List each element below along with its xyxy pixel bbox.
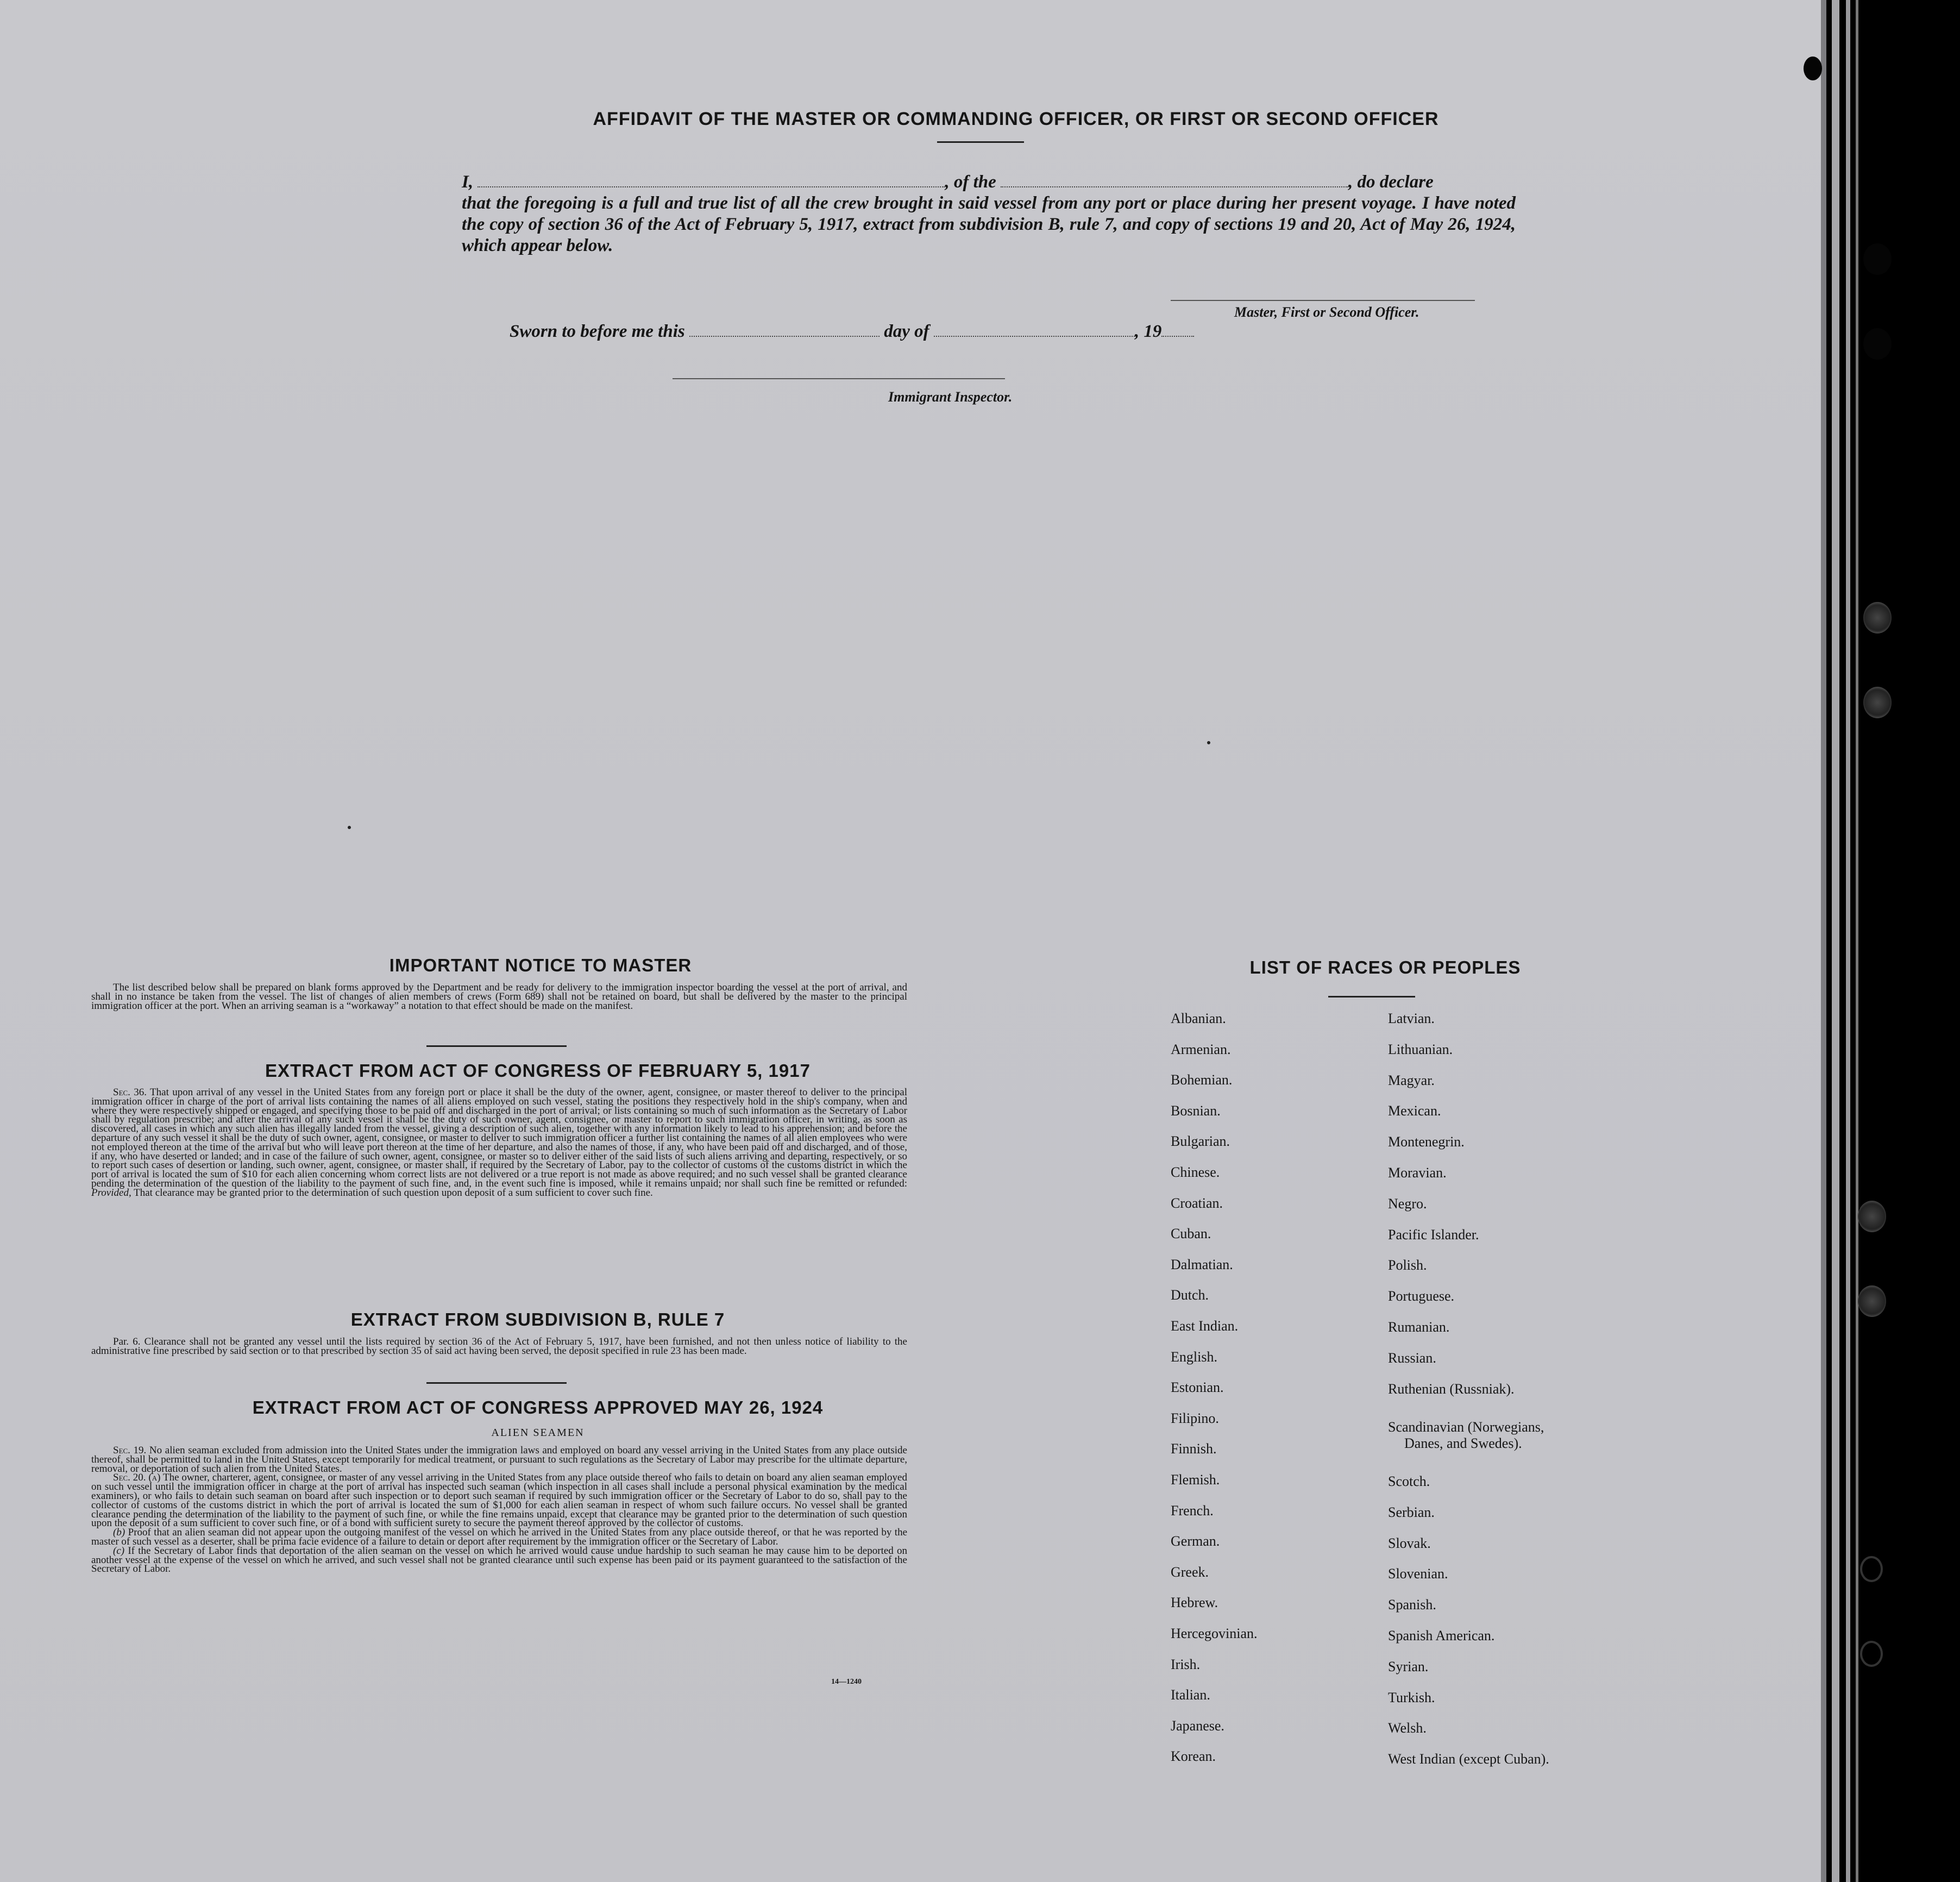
page-edge xyxy=(1846,0,1850,1882)
race-item: Filipino. xyxy=(1171,1410,1219,1426)
race-item: Serbian. xyxy=(1388,1504,1435,1520)
section-20a-body: The owner, charterer, agent, consignee, or master of any vessel arriving in the United States from any place outside thereof who fails to detain on board any alien seaman employed on such vessel until the immigration officer in charge at the port of arrival has inspected such seaman (which inspection in all cases shall include a personal physical examination by the medical examiners), or who fails to detain such seaman on board after such inspection or to deport such seaman if required by such immigration officer or the Secretary of Labor to do so, shall pay to the collector of customs of the customs district in which the port of arrival is located the sum of $1,000 for each alien seaman in respect of whom such failure occurs. No vessel shall be granted clearance pending the determination of the liability to the payment of such fine, or while the fine remains unpaid, except that clearance may be granted prior to the determination of such question upon the deposit of a sum sufficient to cover such fine, or of a bond with sufficient surety to secure the payment thereof approved by the collector of customs. xyxy=(91,1472,907,1529)
race-item: Slovak. xyxy=(1388,1535,1431,1551)
race-item: West Indian (except Cuban). xyxy=(1388,1751,1549,1767)
section-36-label: Sec. 36. xyxy=(113,1087,147,1098)
race-item: East Indian. xyxy=(1171,1318,1239,1334)
page-edge xyxy=(1856,0,1858,1882)
race-item: Hercegovinian. xyxy=(1171,1626,1258,1641)
page-edge xyxy=(1821,0,1826,1882)
section-36-proviso: That clearance may be granted prior to the determination of such question upon deposit of a sum sufficient to cover such fine. xyxy=(134,1187,653,1199)
speck xyxy=(348,826,351,829)
section-20a-text xyxy=(91,1473,907,1528)
name-blank[interactable] xyxy=(478,174,945,187)
race-item: French. xyxy=(1171,1502,1214,1519)
affidavit-statement: that the foregoing is a full and true list of all the crew brought in said vessel from any port or place during her present voyage. I have noted the copy of section 36 of the Act of February 5, 1917, extract from subdivision B, rule 7, and copy of sections 19 and 20, Act of May 26, 1924, which appear below. xyxy=(462,193,1516,255)
race-item: Korean. xyxy=(1171,1748,1216,1765)
race-item: Albanian. xyxy=(1171,1011,1226,1026)
race-item: Chinese. xyxy=(1171,1164,1220,1180)
race-item: Estonian. xyxy=(1171,1379,1224,1396)
race-item: Polish. xyxy=(1388,1257,1427,1274)
year-prefix: , 19 xyxy=(1134,322,1162,341)
sworn-line xyxy=(510,322,1194,342)
race-item: Danes, and Swedes). xyxy=(1404,1435,1522,1451)
race-item: Cuban. xyxy=(1171,1226,1211,1242)
notice-text: The list described below shall be prepared on blank forms approved by the Department and be ready for delivery to the immigration inspector boarding the vessel at the port of arrival, and shall in no instance be taken from the vessel. The list of changes of alien members of crews (Form 689) shall not be retained on board, but shall be delivered by the master to the principal immigration officer at the port. When an arriving seaman is a “workaway” a notation to that effect should be made on the manifest. xyxy=(91,982,907,1012)
sworn-month-blank[interactable] xyxy=(934,324,1135,337)
race-item: Slovenian. xyxy=(1388,1566,1448,1582)
alien-seamen-subtitle: ALIEN SEAMEN xyxy=(491,1427,585,1439)
race-item: Ruthenian (Russniak). xyxy=(1388,1381,1515,1397)
race-item: Pacific Islander. xyxy=(1388,1226,1479,1243)
race-item: Hebrew. xyxy=(1171,1595,1218,1611)
form-number: 14—1240 xyxy=(831,1678,862,1686)
race-item: German. xyxy=(1171,1533,1220,1549)
race-item: Mexican. xyxy=(1388,1103,1441,1119)
race-item: Rumanian. xyxy=(1388,1319,1450,1335)
race-item: Magyar. xyxy=(1388,1072,1435,1088)
race-item: Turkish. xyxy=(1388,1689,1435,1705)
race-item: Flemish. xyxy=(1171,1472,1220,1488)
extract-1917-body xyxy=(91,1088,907,1198)
punch-hole xyxy=(1858,1201,1886,1232)
sworn-day-blank[interactable] xyxy=(689,324,880,337)
race-item: Bosnian. xyxy=(1171,1102,1221,1119)
provided-word: Provided, xyxy=(91,1187,131,1199)
race-item: Armenian. xyxy=(1171,1041,1231,1057)
race-item: Irish. xyxy=(1171,1656,1201,1672)
section-20c-body: If the Secretary of Labor finds that deportation of the alien seaman on the vessel on which he arrived would cause undue hardship to such seaman he may cause him to be deported on another vessel at the expense of the vessel on which he arrived, and such vessel shall not be granted clearance until such expense has been paid or its payment guaranteed to the satisfaction of the Secretary of Labor. xyxy=(91,1545,908,1575)
extract-1917-title: EXTRACT FROM ACT OF CONGRESS OF FEBRUARY 5, 1917 xyxy=(265,1061,811,1081)
race-item: Moravian. xyxy=(1388,1165,1447,1181)
race-item: Russian. xyxy=(1388,1350,1436,1366)
page-edge xyxy=(1832,0,1839,1882)
race-item: Montenegrin. xyxy=(1388,1134,1465,1150)
signature-caption: Master, First or Second Officer. xyxy=(1234,304,1419,320)
section-19-label: Sec. 19. xyxy=(113,1445,147,1456)
day-of-text: day of xyxy=(884,322,929,341)
extract-1924-title: EXTRACT FROM ACT OF CONGRESS APPROVED MAY 26, 1924 xyxy=(252,1397,824,1417)
extract-rule7-title: EXTRACT FROM SUBDIVISION B, RULE 7 xyxy=(350,1309,725,1329)
affidavit-body xyxy=(462,172,1516,256)
section-20c-label: (c) xyxy=(113,1545,125,1557)
race-item: Negro. xyxy=(1388,1195,1427,1212)
section-20b-body: Proof that an alien seaman did not appear upon the outgoing manifest of the vessel on which he arrived in the United States from any place outside thereof, or that he was reported by the master of such vessel as a deserter, shall be prima facie evidence of a failure to detain or deport after requirement by the immigration officer or the Secretary of Labor. xyxy=(91,1527,908,1547)
vessel-blank[interactable] xyxy=(1001,174,1348,187)
race-item: Syrian. xyxy=(1388,1658,1429,1674)
affidavit-title: AFFIDAVIT OF THE MASTER OR COMMANDING OFFICER, OR FIRST OR SECOND OFFICER xyxy=(593,109,1439,129)
sworn-text: Sworn to before me this xyxy=(510,322,685,341)
punch-hole xyxy=(1863,602,1892,633)
race-item: Scandinavian (Norwegians, xyxy=(1388,1419,1544,1435)
punch-hole xyxy=(1863,328,1892,360)
inspector-caption: Immigrant Inspector. xyxy=(888,389,1013,405)
section-20b-label: (b) xyxy=(113,1527,125,1539)
speck xyxy=(1207,741,1210,744)
race-item: Croatian. xyxy=(1171,1195,1223,1211)
notice-body xyxy=(91,983,907,1011)
section-20c-text xyxy=(91,1547,907,1574)
race-item: Dalmatian. xyxy=(1171,1256,1233,1272)
punch-hole-ring xyxy=(1860,1556,1883,1582)
race-item: Welsh. xyxy=(1388,1720,1427,1736)
race-item: Italian. xyxy=(1171,1687,1210,1703)
punch-hole xyxy=(1858,1285,1886,1317)
notice-divider xyxy=(426,1045,567,1047)
race-item: English. xyxy=(1171,1348,1217,1365)
section-36-text xyxy=(91,1088,907,1198)
races-title: LIST OF RACES OR PEOPLES xyxy=(1249,957,1521,977)
section-20b-text xyxy=(91,1528,907,1547)
race-item: Japanese. xyxy=(1171,1717,1224,1734)
title-divider xyxy=(937,141,1024,143)
extract-1924-body xyxy=(91,1446,907,1574)
section-19-text xyxy=(91,1446,907,1473)
races-divider xyxy=(1328,996,1415,998)
rule-7-text: Par. 6. Clearance shall not be granted any vessel until the lists required by section 36 of the Act of February 5, 1917, have been furnished, and not then unless notice of liability to the administrative fine prescribed by said section or to that prescribed by section 35 of said act having been served, the deposit specified in rule 23 has been made. xyxy=(91,1336,907,1357)
race-item: Finnish. xyxy=(1171,1441,1217,1457)
extract-rule7-body xyxy=(91,1338,907,1356)
affidavit-do-declare: , do declare xyxy=(1348,172,1434,192)
punch-hole xyxy=(1804,57,1822,80)
affidavit-i: I, xyxy=(462,172,474,192)
punch-hole xyxy=(1863,243,1892,275)
race-item: Portuguese. xyxy=(1388,1288,1455,1304)
race-item: Lithuanian. xyxy=(1388,1041,1453,1057)
signature-line[interactable] xyxy=(1171,300,1475,301)
section-20a-label: Sec. 20. (a) xyxy=(113,1472,161,1484)
affidavit-first-line xyxy=(462,172,1516,193)
race-item: Greek. xyxy=(1171,1564,1209,1580)
race-item: Bulgarian. xyxy=(1171,1133,1230,1150)
inspector-signature-line[interactable] xyxy=(673,378,1005,379)
punch-hole-ring xyxy=(1860,1641,1883,1667)
race-item: Bohemian. xyxy=(1171,1072,1233,1088)
notice-title: IMPORTANT NOTICE TO MASTER xyxy=(389,955,692,975)
race-item: Scotch. xyxy=(1388,1473,1430,1489)
rule7-divider xyxy=(426,1382,567,1384)
punch-hole xyxy=(1863,687,1892,718)
race-item: Dutch. xyxy=(1171,1287,1209,1303)
race-item: Spanish. xyxy=(1388,1597,1436,1613)
section-36-body: That upon arrival of any vessel in the United States from any foreign port or place it shall be the duty of the owner, agent, consignee, or master thereof to deliver to the principal immigration officer in charge of the port of arrival lists containing the names of all aliens employed on such vessel, stating the positions they respectively hold in the ship's company, when and where they were respectively shipped or engaged, and specifying those to be paid off and discharged in the port of arrival; or lists containing so much of such information as the Secretary of Labor shall by regulation prescribe; and after the arrival of any such vessel it shall be the duty of such owner, agent, consignee, or master to report to such immigration officer, in writing, as soon as discovered, all cases in which any such alien has illegally landed from the vessel, giving a description of such alien, together with any information likely to lead to his apprehension; and before the departure of any such vessel it shall be the duty of such owner, agent, consignee, or master to deliver to such immigration officer a further list containing the names of all alien employees who were not employed thereon at the time of the arrival but who will leave port thereon at the time of her departure, and also the names of those, if any, who have been paid off and discharged, and of those, if any, who have deserted or landed; and in case of the failure of such owner, agent, consignee, or master so to deliver either of the said lists of such aliens arriving and departing, respectively, or so to report such cases of desertion or landing, such owner, agent, consignee, or master shall, if required by the Secretary of Labor, pay to the collector of customs of the customs district in which the port of arrival is located the sum of $10 for each alien concerning whom correct lists are not delivered or a true report is not made as above required; and no such vessel shall be granted clearance pending the determination of the question of the liability to the payment of such fine, and, in the event such fine is imposed, while it remains unpaid; nor shall such fine be remitted or refunded: xyxy=(91,1087,907,1189)
section-19-body: No alien seaman excluded from admission into the United States under the immigration laws and employed on board any vessel arriving in the United States from any place outside thereof, shall be permitted to land in the United States, except temporarily for medical treatment, or pursuant to such regulations as the Secretary of Labor may prescribe for the ultimate departure, removal, or deportation of such alien from the United States. xyxy=(91,1445,907,1475)
year-blank[interactable] xyxy=(1161,324,1194,337)
race-item: Spanish American. xyxy=(1388,1628,1495,1643)
race-item: Latvian. xyxy=(1388,1011,1435,1026)
affidavit-of-the: , of the xyxy=(945,172,996,192)
